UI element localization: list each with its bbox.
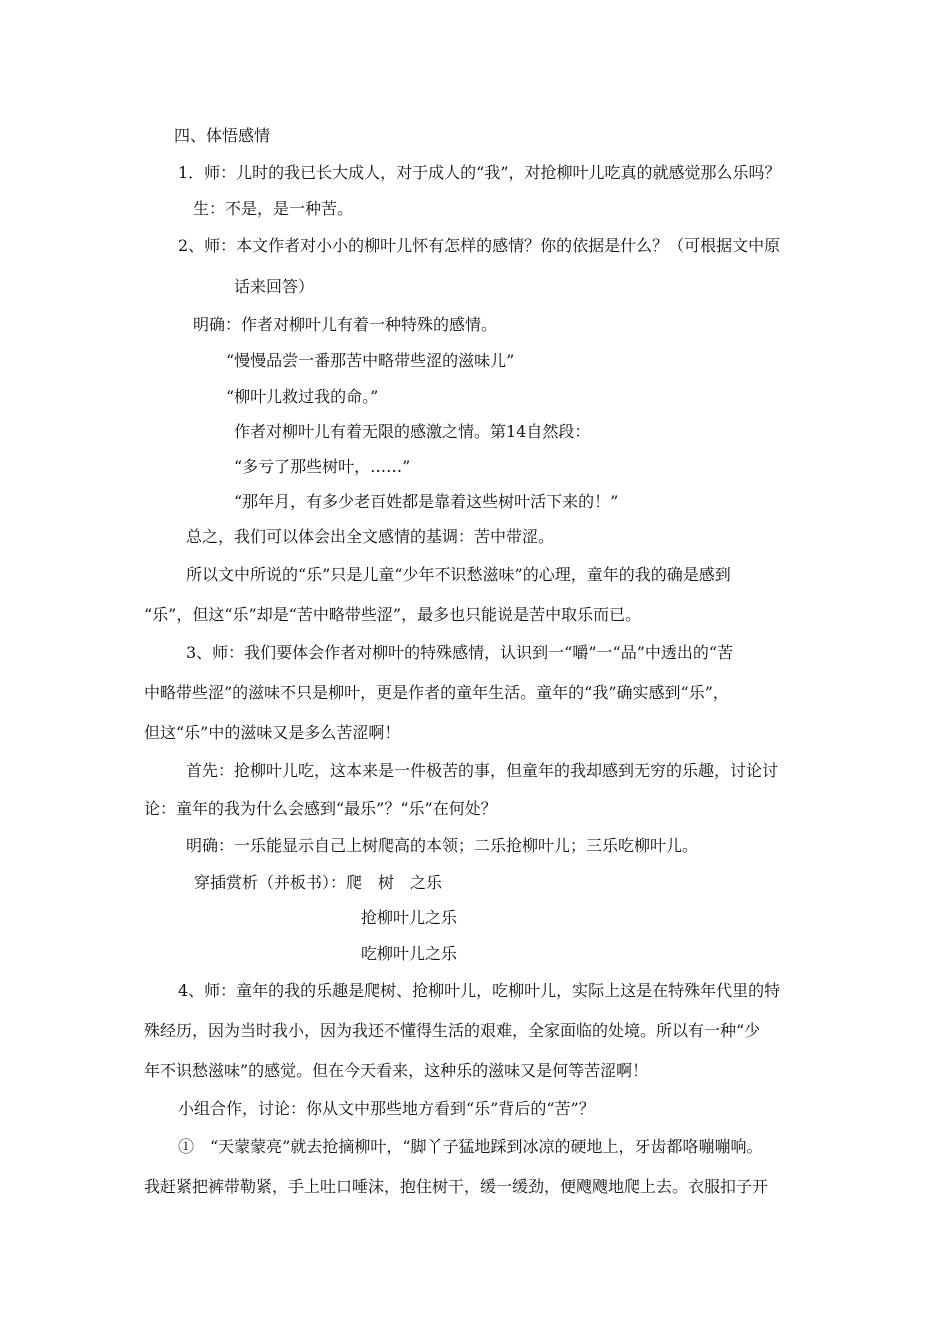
- quote-line: “那年月，有多少老百姓都是靠着这些树叶活下来的！”: [234, 492, 619, 511]
- paragraph-line: 话来回答）: [234, 277, 315, 296]
- paragraph-line: 殊经历，因为当时我小，因为我还不懂得生活的艰难，全家面临的处境。所以有一种“少: [144, 1021, 761, 1040]
- paragraph-line: 所以文中所说的“乐”只是儿童“少年不识愁滋味”的心理，童年的我的确是感到: [186, 565, 731, 584]
- paragraph-line: 首先：抢柳叶儿吃，这本来是一件极苦的事，但童年的我却感到无穷的乐趣，讨论讨: [186, 761, 779, 780]
- quote-line: “多亏了那些树叶，……”: [234, 457, 411, 476]
- paragraph-line: 总之，我们可以体会出全文感情的基调：苦中带涩。: [186, 527, 555, 546]
- paragraph-line: 小组合作，讨论：你从文中那些地方看到“乐”背后的“苦”？: [178, 1099, 595, 1118]
- paragraph-line: 2、师：本文作者对小小的柳叶儿怀有怎样的感情？你的依据是什么？（可根据文中原: [178, 236, 781, 255]
- section-heading: 四、体悟感情: [174, 126, 271, 145]
- quote-line: “慢慢品尝一番那苦中略带些涩的滋味儿”: [226, 351, 515, 370]
- paragraph-line: 4、师：童年的我的乐趣是爬树、抢柳叶儿，吃柳叶儿，实际上这是在特殊年代里的特: [178, 981, 781, 1000]
- paragraph-line: 3、师：我们要体会作者对柳叶的特殊感情，认识到一“嚼”一“品”中透出的“苦: [186, 643, 734, 662]
- quote-line: “柳叶儿救过我的命。”: [226, 387, 379, 406]
- paragraph-line: 明确：作者对柳叶儿有着一种特殊的感情。: [193, 315, 498, 334]
- paragraph-line: 中略带些涩”的滋味不只是柳叶，更是作者的童年生活。童年的“我”确实感到“乐”，: [144, 683, 729, 702]
- paragraph-line: 但这“乐”中的滋味又是多么苦涩啊！: [144, 723, 401, 742]
- board-note-line: 穿插赏析（并板书）：爬 树 之乐: [194, 873, 443, 892]
- paragraph-line: ① “天蒙蒙亮”就去抢摘柳叶，“脚丫子猛地踩到冰凉的硬地上，牙齿都咯嘣嘣响。: [178, 1137, 763, 1156]
- paragraph-line: 生：不是，是一种苦。: [193, 199, 354, 218]
- paragraph-line: 1．师：儿时的我已长大成人，对于成人的“我”，对抢柳叶儿吃真的就感觉那么乐吗？: [178, 163, 781, 182]
- paragraph-line: 作者对柳叶儿有着无限的感激之情。第14自然段：: [234, 422, 591, 441]
- board-note-line: 抢柳叶儿之乐: [361, 908, 458, 927]
- board-note-line: 吃柳叶儿之乐: [361, 944, 458, 963]
- paragraph-line: 我赶紧把裤带勒紧，手上吐口唾沫，抱住树干，缓一缓劲，便飕飕地爬上去。衣服扣子开: [144, 1177, 769, 1196]
- paragraph-line: 年不识愁滋味”的感觉。但在今天看来，这种乐的滋味又是何等苦涩啊！: [144, 1061, 649, 1080]
- paragraph-line: 明确：一乐能显示自己上树爬高的本领；二乐抢柳叶儿；三乐吃柳叶儿。: [186, 836, 699, 855]
- paragraph-line: “乐”，但这“乐”却是“苦中略带些涩”，最多也只能说是苦中取乐而已。: [144, 605, 642, 624]
- paragraph-line: 论：童年的我为什么会感到“最乐”？“乐”在何处？: [144, 799, 497, 818]
